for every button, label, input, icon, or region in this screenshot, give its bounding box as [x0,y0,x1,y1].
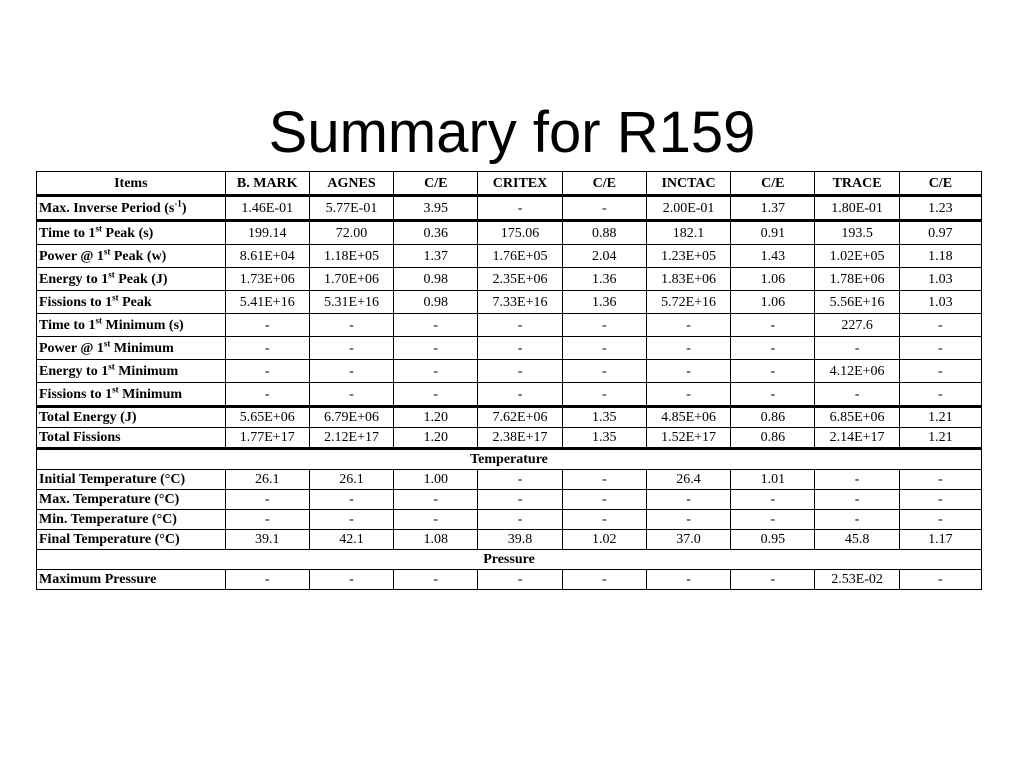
header-ce-inctac: C/E [731,172,815,196]
table-row [37,490,982,510]
table-cell: - [646,570,730,590]
table-cell: 2.53E-02 [815,570,899,590]
table-cell: - [899,510,981,530]
table-cell: - [478,470,562,490]
table-cell: 6.79E+06 [309,407,393,428]
row-label-suffix: Peak (s) [102,225,154,241]
table-cell: 0.36 [394,221,478,245]
table-cell: 1.03 [899,291,981,314]
table-row [37,570,982,590]
table-row [37,337,982,360]
row-label-text: Time to 1 [39,317,96,333]
row-label [37,291,226,314]
table-cell: - [478,360,562,383]
table-cell: 1.18 [899,245,981,268]
row-label [37,428,226,449]
table-cell: 1.06 [731,291,815,314]
row-label [37,407,226,428]
row-label-text: Max. Temperature (°C) [39,492,180,507]
table-cell: 227.6 [815,314,899,337]
table-cell: 1.35 [562,407,646,428]
row-label [37,490,226,510]
row-label-suffix: ) [181,200,187,216]
table-cell: - [899,570,981,590]
table-cell: 1.20 [394,407,478,428]
table-row [37,510,982,530]
row-label-suffix: Minimum [118,386,183,402]
row-label [37,570,226,590]
table-cell: - [562,196,646,221]
table-cell: 1.20 [394,428,478,449]
table-cell: - [815,470,899,490]
table-cell: 0.95 [731,530,815,550]
table-cell: - [562,510,646,530]
table-cell: 1.02 [562,530,646,550]
table-cell: 182.1 [646,221,730,245]
table-cell: 1.43 [731,245,815,268]
row-label-suffix: Peak [118,294,152,310]
table-row [37,470,982,490]
table-cell: - [394,490,478,510]
table-cell: - [478,490,562,510]
table-row [37,530,982,550]
table-row [37,383,982,407]
table-cell: - [731,510,815,530]
table-cell: 2.38E+17 [478,428,562,449]
row-label-suffix: Peak (w) [110,248,167,264]
table-cell: - [478,314,562,337]
row-label-superscript: st [103,337,111,348]
table-cell: 72.00 [309,221,393,245]
row-label-text: Max. Inverse Period (s [39,200,175,216]
table-cell: 2.04 [562,245,646,268]
table-cell: - [731,490,815,510]
table-cell: 4.12E+06 [815,360,899,383]
table-cell: 5.31E+16 [309,291,393,314]
table-cell: 1.37 [731,196,815,221]
table-cell: 0.98 [394,268,478,291]
table-cell: 1.52E+17 [646,428,730,449]
row-label-superscript: -1 [174,197,182,208]
table-cell: - [646,383,730,407]
table-cell: 5.65E+06 [225,407,309,428]
table-cell: - [478,196,562,221]
table-cell: - [478,570,562,590]
row-label [37,530,226,550]
header-inctac: INCTAC [646,172,730,196]
table-cell: - [225,314,309,337]
table-cell: - [394,383,478,407]
row-label [37,510,226,530]
row-label-superscript: st [112,383,119,394]
row-label [37,314,226,337]
table-cell: - [309,570,393,590]
header-ce-agnes: C/E [394,172,478,196]
table-cell: - [562,570,646,590]
row-label [37,268,226,291]
table-cell: - [478,383,562,407]
table-cell: 1.01 [731,470,815,490]
table-cell: 8.61E+04 [225,245,309,268]
table-cell: 5.72E+16 [646,291,730,314]
table-cell: - [899,337,981,360]
table-cell: 0.97 [899,221,981,245]
row-label-text: Total Energy (J) [39,410,137,425]
table-cell: 26.4 [646,470,730,490]
table-cell: 1.23E+05 [646,245,730,268]
header-ce-trace: C/E [899,172,981,196]
table-cell: 1.21 [899,428,981,449]
row-label [37,221,226,245]
row-label-text: Energy to 1 [39,363,109,379]
row-label-text: Power @ 1 [39,248,104,264]
header-trace: TRACE [815,172,899,196]
header-row [37,172,982,196]
table-cell: 1.46E-01 [225,196,309,221]
row-label-text: Total Fissions [39,430,121,445]
header-items: Items [37,172,226,196]
table-cell: 37.0 [646,530,730,550]
table-cell: - [815,510,899,530]
table-cell: - [562,337,646,360]
row-label-text: Final Temperature (°C) [39,532,180,547]
table-cell: - [309,360,393,383]
row-label-text: Energy to 1 [39,271,109,287]
table-row [37,196,982,221]
table-cell: 7.62E+06 [478,407,562,428]
table-row [37,428,982,449]
table-cell: 1.18E+05 [309,245,393,268]
table-cell: - [731,383,815,407]
table-cell: - [225,510,309,530]
table-cell: 2.14E+17 [815,428,899,449]
table-cell: - [731,360,815,383]
table-cell: 39.1 [225,530,309,550]
table-row [37,221,982,245]
row-label [37,470,226,490]
section-row [37,449,982,470]
table-cell: 42.1 [309,530,393,550]
header-ce-critex: C/E [562,172,646,196]
row-label-text: Power @ 1 [39,340,104,356]
table-cell: - [394,360,478,383]
row-label-text: Fissions to 1 [39,386,113,402]
table-cell: 2.12E+17 [309,428,393,449]
table-cell: - [225,383,309,407]
table-body [37,196,982,590]
row-label-text: Initial Temperature (°C) [39,472,186,487]
table-cell: - [815,490,899,510]
table-cell: - [731,314,815,337]
table-cell: 39.8 [478,530,562,550]
table-cell: 1.70E+06 [309,268,393,291]
table-cell: - [899,383,981,407]
row-label-suffix: Minimum [114,363,179,379]
row-label-superscript: st [95,314,103,325]
table-cell: - [394,570,478,590]
row-label-text: Min. Temperature (°C) [39,512,177,527]
table-cell: - [646,510,730,530]
table-cell: 1.37 [394,245,478,268]
row-label-text: Fissions to 1 [39,294,113,310]
table-cell: - [478,510,562,530]
table-cell: 2.00E-01 [646,196,730,221]
table-row [37,291,982,314]
table-cell: - [309,383,393,407]
table-cell: 1.76E+05 [478,245,562,268]
table-cell: 1.80E-01 [815,196,899,221]
table-cell: 175.06 [478,221,562,245]
table-cell: - [899,360,981,383]
table-cell: 0.88 [562,221,646,245]
section-heading: Pressure [37,550,982,570]
table-cell: - [646,490,730,510]
table-cell: 0.98 [394,291,478,314]
table-cell: - [646,337,730,360]
row-label-suffix: Minimum (s) [102,317,184,333]
table-cell: 1.02E+05 [815,245,899,268]
table-cell: 6.85E+06 [815,407,899,428]
table-cell: 3.95 [394,196,478,221]
table-cell: - [225,490,309,510]
table-cell: - [225,570,309,590]
table-row [37,407,982,428]
table-cell: 7.33E+16 [478,291,562,314]
table-cell: - [562,383,646,407]
table-cell: - [394,337,478,360]
table-cell: - [394,510,478,530]
row-label [37,245,226,268]
header-critex: CRITEX [478,172,562,196]
table-cell: 5.41E+16 [225,291,309,314]
summary-table [36,171,982,590]
table-cell: 26.1 [309,470,393,490]
table-row [37,245,982,268]
table-cell: - [646,360,730,383]
table-cell: - [899,314,981,337]
table-cell: - [562,360,646,383]
table-cell: - [478,337,562,360]
header-bmark: B. MARK [225,172,309,196]
row-label-superscript: st [95,222,103,233]
table-cell: 45.8 [815,530,899,550]
row-label [37,383,226,407]
table-cell: 199.14 [225,221,309,245]
table-cell: - [562,470,646,490]
table-cell: 193.5 [815,221,899,245]
section-heading: Temperature [37,449,982,470]
table-cell: 1.23 [899,196,981,221]
table-cell: - [309,490,393,510]
row-label-suffix: Peak (J) [114,271,168,287]
table-cell: 0.91 [731,221,815,245]
table-cell: 1.03 [899,268,981,291]
table-cell: - [562,314,646,337]
row-label-superscript: st [103,245,111,256]
table-cell: 1.35 [562,428,646,449]
table-cell: - [225,337,309,360]
table-cell: 1.73E+06 [225,268,309,291]
table-cell: 1.36 [562,268,646,291]
table-cell: - [899,490,981,510]
table-cell: - [731,337,815,360]
table-cell: - [815,337,899,360]
table-cell: - [562,490,646,510]
table-cell: - [309,510,393,530]
table-row [37,268,982,291]
table-cell: 1.00 [394,470,478,490]
header-agnes: AGNES [309,172,393,196]
table-cell: - [309,337,393,360]
table-cell: - [815,383,899,407]
table-cell: 1.77E+17 [225,428,309,449]
table-cell: 1.36 [562,291,646,314]
table-cell: - [731,570,815,590]
row-label [37,360,226,383]
row-label [37,196,226,221]
row-label-suffix: Minimum [110,340,174,356]
table-cell: 0.86 [731,407,815,428]
row-label-superscript: st [112,291,119,302]
table-row [37,360,982,383]
row-label-text: Maximum Pressure [39,572,157,587]
table-cell: - [899,470,981,490]
slide-title: Summary for R159 [268,100,756,165]
table-cell: 5.77E-01 [309,196,393,221]
table-cell: - [309,314,393,337]
table-cell: - [646,314,730,337]
table-cell: 1.78E+06 [815,268,899,291]
table-cell: 26.1 [225,470,309,490]
table-cell: 1.21 [899,407,981,428]
row-label-superscript: st [108,268,115,279]
table-cell: - [394,314,478,337]
table-cell: 1.83E+06 [646,268,730,291]
table-cell: 0.86 [731,428,815,449]
table-cell: 1.08 [394,530,478,550]
table-row [37,314,982,337]
table-cell: - [225,360,309,383]
table-cell: 4.85E+06 [646,407,730,428]
row-label-superscript: st [108,360,115,371]
table-cell: 2.35E+06 [478,268,562,291]
row-label-text: Time to 1 [39,225,96,241]
row-label [37,337,226,360]
table-cell: 5.56E+16 [815,291,899,314]
section-row [37,550,982,570]
table-cell: 1.17 [899,530,981,550]
table-cell: 1.06 [731,268,815,291]
